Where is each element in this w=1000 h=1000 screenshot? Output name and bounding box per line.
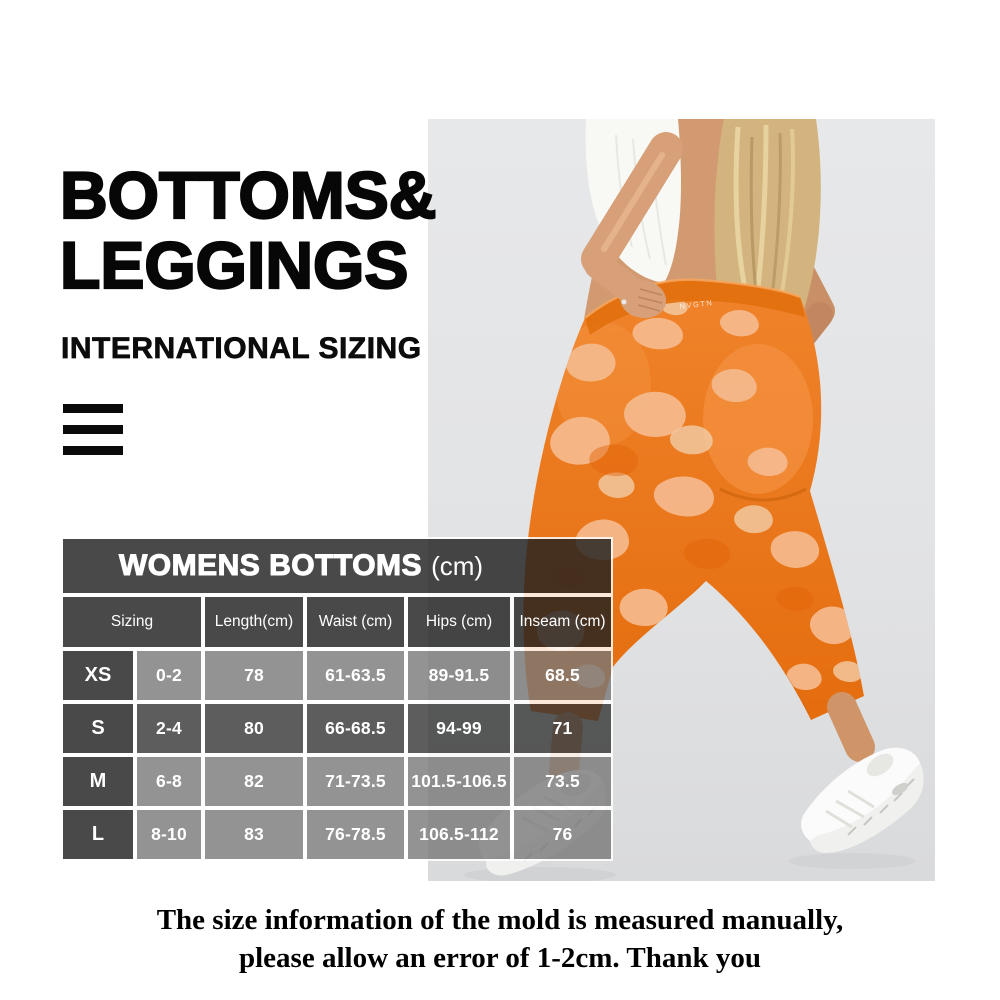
m-length: 82 [203, 755, 305, 808]
column-header-sizing: Sizing [61, 595, 203, 649]
menu-icon [63, 404, 123, 455]
size-label-xs: XS [61, 649, 135, 702]
l-waist: 76-78.5 [305, 808, 406, 861]
size-table-title [61, 537, 613, 595]
size-label-l: L [61, 808, 135, 861]
xs-waist: 61-63.5 [305, 649, 406, 702]
m-waist: 71-73.5 [305, 755, 406, 808]
page-title-line2: LEGGINGS [60, 228, 409, 302]
l-hips: 106.5-112 [406, 808, 512, 861]
page-title [60, 160, 436, 300]
s-waist: 66-68.5 [305, 702, 406, 755]
size-table-title-text: WOMENS BOTTOMS [118, 549, 423, 582]
column-header-length: Length(cm) [203, 595, 305, 649]
s-length: 80 [203, 702, 305, 755]
xs-hips: 89-91.5 [406, 649, 512, 702]
size-label-m: M [61, 755, 135, 808]
xs-inseam: 68.5 [512, 649, 613, 702]
m-hips: 101.5-106.5 [406, 755, 512, 808]
xs-length: 78 [203, 649, 305, 702]
menu-bar [63, 446, 123, 455]
size-table-title-unit: (cm) [431, 551, 484, 581]
l-range: 8-10 [135, 808, 203, 861]
s-hips: 94-99 [406, 702, 512, 755]
s-range: 2-4 [135, 702, 203, 755]
page-title-line1: BOTTOMS& [60, 158, 437, 232]
menu-bar [63, 425, 123, 434]
l-length: 83 [203, 808, 305, 861]
size-table [61, 537, 613, 861]
column-header-inseam: Inseam (cm) [512, 595, 613, 649]
measurement-note [0, 901, 1000, 977]
size-label-s: S [61, 702, 135, 755]
column-header-waist: Waist (cm) [305, 595, 406, 649]
m-range: 6-8 [135, 755, 203, 808]
measurement-note-line2: please allow an error of 1-2cm. Thank you [238, 942, 761, 974]
page-subtitle: INTERNATIONAL SIZING [61, 332, 422, 365]
column-header-hips: Hips (cm) [406, 595, 512, 649]
m-inseam: 73.5 [512, 755, 613, 808]
waistband-logo-text: NVGTN [679, 297, 714, 311]
xs-range: 0-2 [135, 649, 203, 702]
l-inseam: 76 [512, 808, 613, 861]
menu-bar [63, 404, 123, 413]
measurement-note-line1: The size information of the mold is measured manually, [156, 904, 844, 936]
ring [622, 300, 627, 305]
s-inseam: 71 [512, 702, 613, 755]
